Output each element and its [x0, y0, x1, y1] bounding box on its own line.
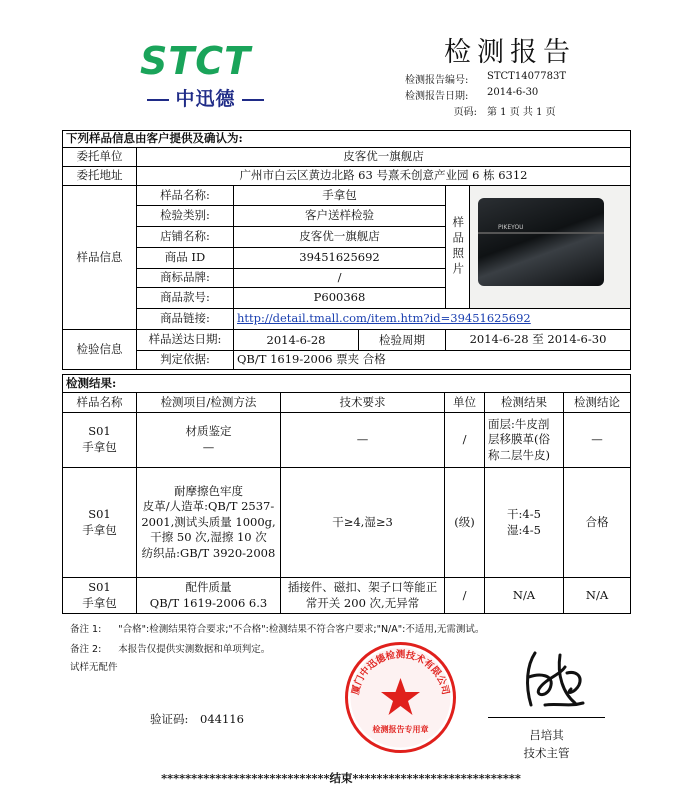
row-sample-code: S01 — [88, 506, 111, 521]
sample-status: 试样无配件 — [70, 662, 118, 673]
entrust-unit: 皮客优一旗舰店 — [137, 148, 631, 167]
signature-icon — [505, 645, 595, 720]
verify-code: 044116 — [200, 712, 244, 726]
arrive-date: 2014-6-28 — [266, 333, 326, 347]
shop-name: 皮客优一旗舰店 — [234, 227, 446, 248]
row-sample-name: 手拿包 — [82, 595, 117, 610]
note-1 — [70, 621, 484, 635]
shop-label: 店铺名称: — [137, 227, 234, 248]
seal-subtext: 检测报告专用章 — [372, 725, 429, 734]
link-label: 商品链接: — [137, 309, 234, 330]
period-label: 检验周期 — [358, 330, 445, 350]
table-row — [63, 578, 631, 614]
logo-subtitle: 中迅德 — [138, 84, 273, 111]
company-logo — [138, 40, 273, 112]
row-item: 耐摩擦色牢度 — [174, 483, 243, 498]
client-section-title: 下列样品信息由客户提供及确认为: — [63, 131, 631, 148]
sample-name: 手拿包 — [234, 186, 446, 206]
signer-title: 技术主管 — [523, 746, 570, 760]
wallet-image — [478, 198, 604, 286]
row-requirement: 插接件、磁扣、架子口等能正常开关 200 次,无异常 — [281, 578, 445, 614]
row-unit: (级) — [445, 468, 485, 578]
row-result-wet: 湿:4-5 — [507, 522, 541, 537]
arrive-label: 样品送达日期: — [137, 330, 234, 351]
table-row — [63, 413, 631, 468]
row-conclusion: 合格 — [564, 468, 631, 578]
row-result-dry: 干:4-5 — [507, 506, 541, 521]
row-method: — — [202, 440, 215, 454]
product-link[interactable]: http://detail.tmall.com/item.htm?id=39451625692 — [237, 311, 531, 326]
report-date: 2014-6-30 — [487, 87, 539, 98]
row-method: QB/T 1619-2006 6.3 — [149, 595, 268, 610]
report-no-label: 检测报告编号: — [405, 75, 469, 86]
row-method-textile: 纺织品:GB/T 3920-2008 — [141, 545, 276, 560]
report-date-row — [405, 87, 539, 102]
row-unit: / — [445, 578, 485, 614]
row-sample-name: 手拿包 — [82, 522, 117, 537]
note1-text: "合格":检测结果符合要求;"不合格":检测结果不符合客户要求;"N/A":不适用,无需测试。 — [118, 624, 485, 635]
header-conclusion: 检测结论 — [564, 393, 631, 413]
model-value: P600368 — [234, 288, 446, 309]
photo-label: 样品照片 — [446, 186, 470, 309]
seal-text: 厦门中迅德检测技术有限公司 — [350, 649, 451, 696]
page-value: 第 1 页 共 1 页 — [487, 107, 556, 118]
report-no-row — [405, 71, 567, 86]
signature-line — [488, 717, 605, 718]
note2-text: 本报告仅提供实测数据和单项判定。 — [118, 644, 271, 655]
sample-photo — [470, 186, 631, 309]
row-sample-code: S01 — [88, 424, 111, 439]
report-date-label: 检测报告日期: — [405, 91, 469, 102]
basis-label: 判定依据: — [137, 351, 234, 370]
row-result: 面层:牛皮剖层移膜革(俗称二层牛皮) — [485, 413, 564, 468]
verify-label: 验证码: — [150, 712, 189, 726]
sample-name-label: 样品名称: — [137, 186, 234, 206]
report-title: 检测报告 — [444, 37, 576, 68]
sample-group-label: 样品信息 — [63, 186, 137, 330]
note-2 — [70, 641, 270, 655]
product-id: 39451625692 — [234, 248, 446, 269]
basis-value: QB/T 1619-2006 票夹 合格 — [234, 351, 631, 370]
results-table — [62, 374, 631, 614]
row-requirement: — — [281, 413, 445, 468]
wallet-brand: PIKEYOU — [498, 224, 524, 231]
page-label: 页码: — [453, 107, 477, 118]
row-conclusion: N/A — [564, 578, 631, 614]
table-row — [63, 468, 631, 578]
signer-name: 吕培其 — [529, 728, 564, 742]
entrust-addr-label: 委托地址 — [63, 167, 137, 186]
row-requirement: 干≥4,湿≥3 — [281, 468, 445, 578]
row-result: N/A — [485, 578, 564, 614]
row-unit: / — [445, 413, 485, 468]
note2-label: 备注 2: — [70, 644, 102, 655]
row-method: 皮革/人造革:QB/T 2537-2001,测试头质量 1000g,干擦 50 次,湿擦 10 次 — [141, 499, 276, 545]
stct-logo-icon — [138, 40, 273, 80]
row-sample-name: 手拿包 — [82, 440, 117, 454]
report-no: STCT1407783T — [487, 71, 567, 82]
row-item: 配件质量 — [185, 579, 232, 594]
row-conclusion: — — [564, 413, 631, 468]
brand-value: / — [234, 269, 446, 288]
sample-type-label: 检验类别: — [137, 206, 234, 227]
entrust-addr: 广州市白云区黄边北路 63 号熹禾创意产业园 6 栋 6312 — [137, 167, 631, 186]
header-unit: 单位 — [445, 393, 485, 413]
sample-type: 客户送样检验 — [234, 206, 446, 227]
product-id-label: 商品 ID — [137, 248, 234, 269]
note1-label: 备注 1: — [70, 624, 102, 635]
verify-row — [150, 711, 244, 727]
row-sample-code: S01 — [88, 579, 111, 594]
model-label: 商品款号: — [137, 288, 234, 309]
inspect-group-label: 检验信息 — [63, 330, 137, 370]
end-marker: ****************************结束**************************** — [161, 771, 521, 785]
row-item: 材质鉴定 — [185, 424, 232, 439]
header-result: 检测结果 — [485, 393, 564, 413]
sample-info-table — [62, 130, 631, 370]
entrust-unit-label: 委托单位 — [63, 148, 137, 167]
header-requirement: 技术要求 — [281, 393, 445, 413]
signer-block — [488, 726, 605, 762]
logo-brand-text: STCT — [140, 40, 252, 80]
period-value: 2014-6-28 至 2014-6-30 — [446, 330, 631, 351]
header-sample: 样品名称 — [63, 393, 137, 413]
header-item: 检测项目/检测方法 — [137, 393, 281, 413]
company-seal-icon — [343, 640, 458, 755]
results-section-title: 检测结果: — [63, 375, 631, 393]
brand-label: 商标品牌: — [137, 269, 234, 288]
